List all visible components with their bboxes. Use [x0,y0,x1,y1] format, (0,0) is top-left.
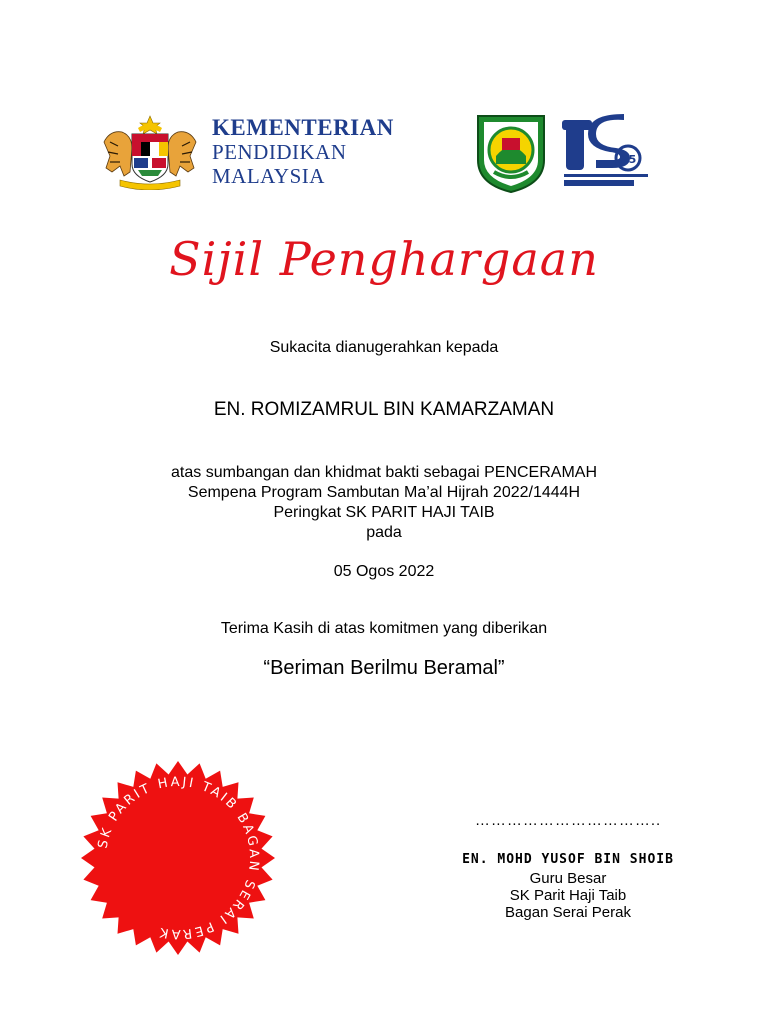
malaysia-coat-of-arms-icon [98,112,202,190]
signatory-role: Guru Besar [529,870,607,887]
ministry-name [212,116,412,188]
school-logo-icon [472,110,550,194]
ministry-line-1: KEMENTERIAN [212,115,394,140]
award-date: 05 Ogos 2022 [333,563,435,580]
body-line-4: pada [366,524,402,541]
motto: “Beriman Berilmu Beramal” [263,657,505,679]
recipient-name: EN. ROMIZAMRUL BIN KAMARZAMAN [213,399,555,420]
certificate-title: Sijil Penghargaan [169,232,599,286]
signatory-school: SK Parit Haji Taib [509,887,627,904]
svg-text:25: 25 [621,153,637,166]
body-line-1: atas sumbangan dan khidmat bakti sebagai PENCERAMAH [171,464,597,481]
thanks-text: Terima Kasih di atas komitmen yang diberikan [220,620,548,637]
intro-text: Sukacita dianugerahkan kepada [269,339,499,356]
signature-block [448,812,688,921]
school-seal [80,760,276,956]
body-line-3: Peringkat SK PARIT HAJI TAIB [273,504,495,521]
signatory-location: Bagan Serai Perak [505,904,631,921]
signature-line: …………………………….. [474,812,662,829]
ts25-logo-icon [562,112,650,190]
signatory-name: EN. MOHD YUSOF BIN SHOIB [462,852,674,867]
body-line-2: Sempena Program Sambutan Ma’al Hijrah 2022/1444H [187,484,581,501]
seal-text: SK PARIT HAJI TAIB BAGAN SERAI PERAK [95,774,262,942]
ministry-line-2: PENDIDIKAN [212,140,347,164]
seal-starburst-icon [81,761,275,955]
ministry-line-3: MALAYSIA [212,164,325,188]
